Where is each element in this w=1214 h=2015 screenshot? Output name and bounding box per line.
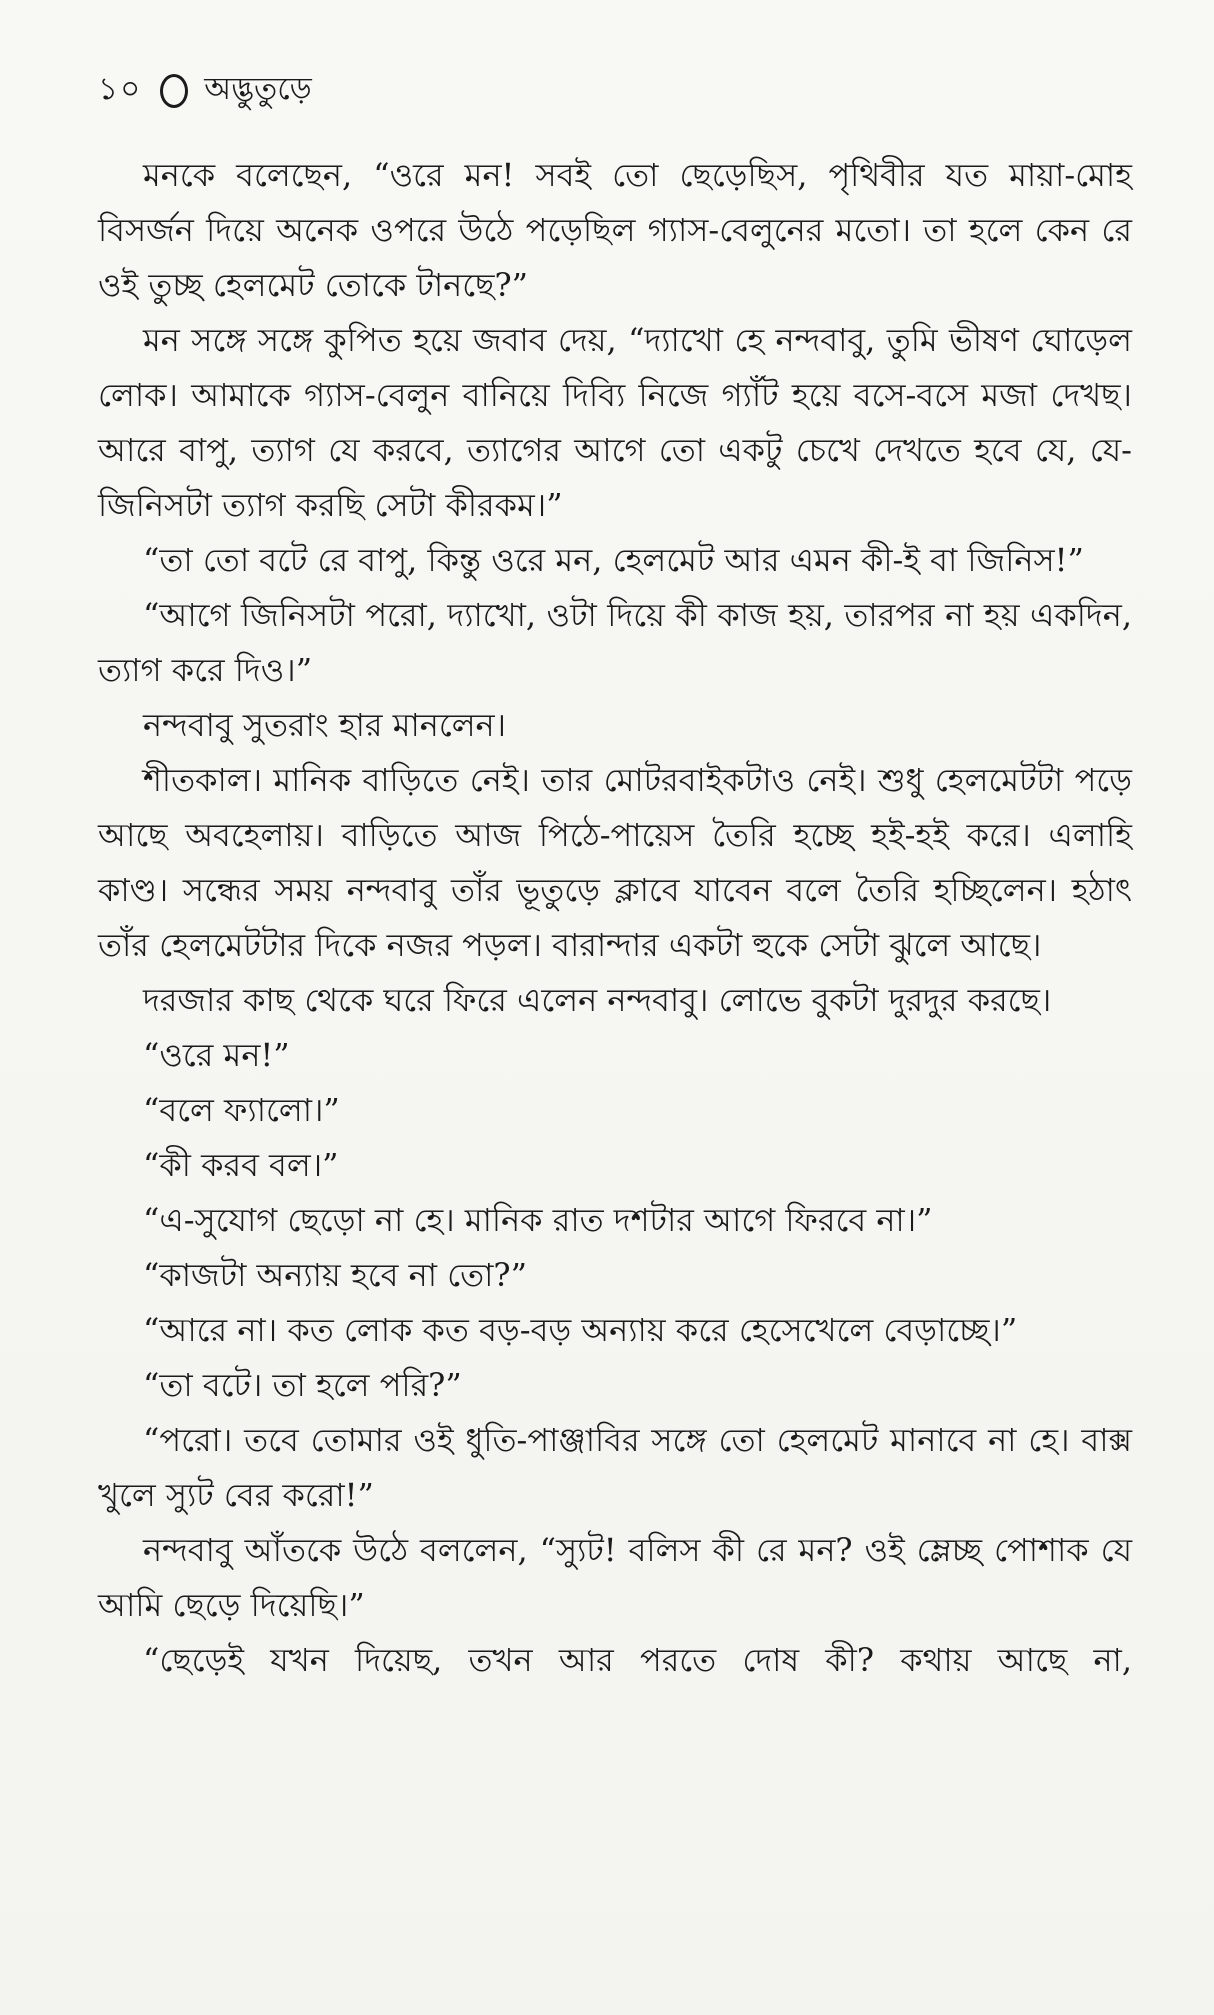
paragraph: শীতকাল। মানিক বাড়িতে নেই। তার মোটরবাইকটাও নেই। শুধু হেলমেটটা পড়ে আছে অবহেলায়। বাড়িতে আজ পিঠে-পায়েস তৈরি হচ্ছে হই-হই করে। এলাহি কাণ্ড। সন্ধের সময় নন্দবাবু তাঁর ভূতুড়ে ক্লাবে যাবেন বলে তৈরি হচ্ছিলেন। হঠাৎ তাঁর হেলমেটটার দিকে নজর পড়ল। বারান্দার একটা হুকে সেটা ঝুলে আছে। xyxy=(98,761,1132,964)
paragraph: “ওরে মন!” xyxy=(143,1036,290,1074)
paragraph: “তা তো বটে রে বাপু, কিন্তু ওরে মন, হেলমেট আর এমন কী-ই বা জিনিস!” xyxy=(143,541,1084,579)
circle-ornament-icon xyxy=(160,74,188,108)
body-text xyxy=(98,148,1132,1688)
paragraph: “কী করব বল।” xyxy=(143,1146,339,1184)
book-title: অদ্ভুতুড়ে xyxy=(204,71,312,107)
paragraph: মন সঙ্গে সঙ্গে কুপিত হয়ে জবাব দেয়, “দ্যাখো হে নন্দবাবু, তুমি ভীষণ ঘোড়েল লোক। আমাকে গ্যাস-বেলুন বানিয়ে দিব্যি নিজে গ্যাঁট হয়ে বসে-বসে মজা দেখছ। আরে বাপু, ত্যাগ যে করবে, ত্যাগের আগে তো একটু চেখে দেখতে হবে যে, যে-জিনিসটা ত্যাগ করছি সেটা কীরকম।” xyxy=(98,321,1132,524)
paragraph: নন্দবাবু সুতরাং হার মানলেন। xyxy=(143,706,507,744)
paragraph: “আগে জিনিসটা পরো, দ্যাখো, ওটা দিয়ে কী কাজ হয়, তারপর না হয় একদিন, ত্যাগ করে দিও।” xyxy=(98,596,1133,689)
paragraph: “ছেড়েই যখন দিয়েছ, তখন আর পরতে দোষ কী? কথায় আছে না, xyxy=(143,1641,1132,1679)
page-header xyxy=(98,62,1132,120)
page-number: ১০ xyxy=(98,71,143,107)
paragraph: “আরে না। কত লোক কত বড়-বড় অন্যায় করে হেসেখেলে বেড়াচ্ছে।” xyxy=(143,1311,1018,1349)
paragraph: “এ-সুযোগ ছেড়ো না হে। মানিক রাত দশটার আগে ফিরবে না।” xyxy=(143,1201,933,1239)
paragraph: “কাজটা অন্যায় হবে না তো?” xyxy=(143,1256,527,1294)
paragraph: “পরো। তবে তোমার ওই ধুতি-পাঞ্জাবির সঙ্গে তো হেলমেট মানাবে না হে। বাক্স খুলে স্যুট বের করো!” xyxy=(98,1421,1132,1514)
paragraph: দরজার কাছ থেকে ঘরে ফিরে এলেন নন্দবাবু। লোভে বুকটা দুরদুর করছে। xyxy=(143,981,1052,1019)
paragraph: মনকে বলেছেন, “ওরে মন! সবই তো ছেড়েছিস, পৃথিবীর যত মায়া-মোহ বিসর্জন দিয়ে অনেক ওপরে উঠে পড়েছিল গ্যাস-বেলুনের মতো। তা হলে কেন রে ওই তুচ্ছ হেলমেট তোকে টানছে?” xyxy=(98,156,1132,304)
paragraph: “বলে ফ্যালো।” xyxy=(143,1091,340,1129)
paragraph: “তা বটে। তা হলে পরি?” xyxy=(143,1366,462,1404)
paragraph: নন্দবাবু আঁতকে উঠে বললেন, “স্যুট! বলিস কী রে মন? ওই ম্লেচ্ছ পোশাক যে আমি ছেড়ে দিয়েছি।” xyxy=(98,1531,1132,1624)
